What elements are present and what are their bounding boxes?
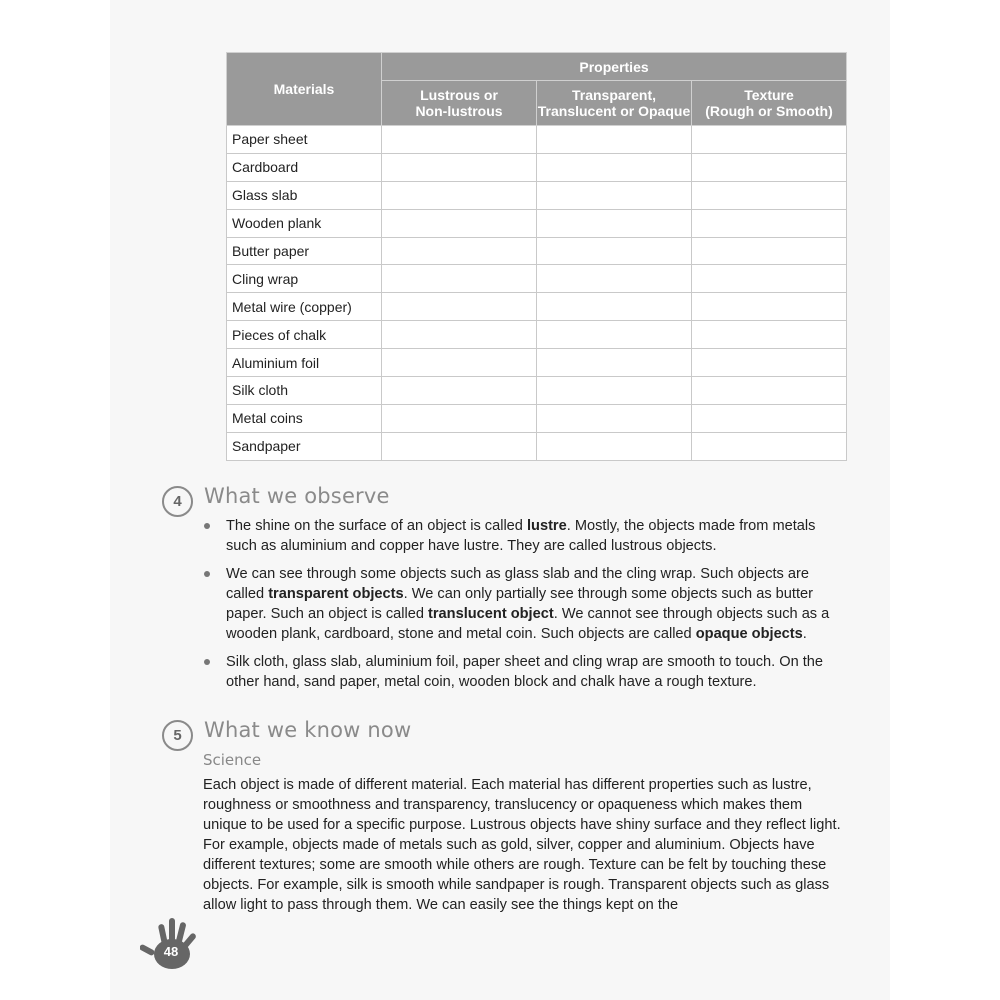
empty-answer-cell <box>537 265 692 293</box>
table-row <box>227 209 847 237</box>
empty-answer-cell <box>382 432 537 460</box>
bullet-icon <box>204 571 210 577</box>
empty-answer-cell <box>692 432 847 460</box>
material-cell: Metal wire (copper) <box>227 293 382 321</box>
table-row <box>227 377 847 405</box>
empty-answer-cell <box>382 209 537 237</box>
empty-answer-cell <box>692 321 847 349</box>
empty-answer-cell <box>382 181 537 209</box>
empty-answer-cell <box>382 404 537 432</box>
table-row <box>227 153 847 181</box>
hand-print-icon <box>140 912 210 972</box>
key-term: translucent object <box>428 606 554 622</box>
empty-answer-cell <box>382 293 537 321</box>
key-term: lustre <box>526 518 567 534</box>
text-run: . We can only partially see through some objects such as butter paper. Such an object is called <box>226 586 814 622</box>
material-cell: Sandpaper <box>227 432 382 460</box>
material-cell: Wooden plank <box>227 209 382 237</box>
empty-answer-cell <box>692 265 847 293</box>
observation-list <box>203 516 848 700</box>
table-row <box>227 321 847 349</box>
empty-answer-cell <box>382 265 537 293</box>
key-term: transparent objects <box>268 586 404 602</box>
science-subheading: Science <box>203 751 262 769</box>
lustrous-column-header: Lustrous or Non-lustrous <box>382 81 537 126</box>
empty-answer-cell <box>382 126 537 154</box>
observe-title: What we observe <box>204 484 390 508</box>
empty-answer-cell <box>537 126 692 154</box>
text-run: We can see through some objects such as glass slab and the cling wrap. Such objects are called <box>226 566 809 602</box>
table-row <box>227 181 847 209</box>
table-row <box>227 265 847 293</box>
list-item <box>203 564 848 644</box>
properties-header: Properties <box>382 53 847 81</box>
empty-answer-cell <box>382 349 537 377</box>
empty-answer-cell <box>692 293 847 321</box>
empty-answer-cell <box>692 126 847 154</box>
empty-answer-cell <box>537 181 692 209</box>
empty-answer-cell <box>537 293 692 321</box>
empty-answer-cell <box>537 404 692 432</box>
table-row <box>227 293 847 321</box>
material-cell: Glass slab <box>227 181 382 209</box>
empty-answer-cell <box>537 153 692 181</box>
empty-answer-cell <box>537 209 692 237</box>
key-term: opaque objects <box>695 626 803 642</box>
table-row <box>227 349 847 377</box>
material-cell: Silk cloth <box>227 377 382 405</box>
material-cell: Pieces of chalk <box>227 321 382 349</box>
table-row <box>227 404 847 432</box>
materials-properties-table <box>226 52 847 461</box>
texture-column-header: Texture (Rough or Smooth) <box>692 81 847 126</box>
empty-answer-cell <box>692 349 847 377</box>
text-run: . <box>802 626 807 642</box>
empty-answer-cell <box>537 377 692 405</box>
list-item <box>203 652 848 692</box>
bullet-icon <box>204 659 210 665</box>
material-cell: Aluminium foil <box>227 349 382 377</box>
know-title: What we know now <box>204 718 412 742</box>
material-cell: Butter paper <box>227 237 382 265</box>
empty-answer-cell <box>382 321 537 349</box>
empty-answer-cell <box>537 237 692 265</box>
science-paragraph: Each object is made of different material. Each material has different properties such as lustre, roughness or smoothness and transparency, translucency or opaqueness which makes them unique to be used for a specific purpose. Lustrous objects have shiny surface and they reflect light. For example, objects made of metals such as gold, silver, copper and aluminium. Objects have different textures; some are smooth while others are rough. Texture can be felt by touching these objects. For example, silk is smooth while sandpaper is rough. Transparent objects such as glass allow light to pass through them. We can easily see the things kept on the <box>203 777 841 913</box>
empty-answer-cell <box>692 181 847 209</box>
text-run: . Mostly, the objects made from metals such as aluminium and copper have lustre. They are called lustrous objects. <box>226 518 816 554</box>
text-run: . We cannot see through objects such as a wooden plank, cardboard, stone and metal coin. Such objects are called <box>226 606 830 642</box>
materials-header: Materials <box>227 53 382 126</box>
text-run: Silk cloth, glass slab, aluminium foil, paper sheet and cling wrap are smooth to touch. On the other hand, sand paper, metal coin, wooden block and chalk have a rough texture. <box>226 654 824 690</box>
empty-answer-cell <box>692 404 847 432</box>
list-item <box>203 516 848 556</box>
table-row <box>227 126 847 154</box>
empty-answer-cell <box>382 377 537 405</box>
empty-answer-cell <box>537 321 692 349</box>
empty-answer-cell <box>537 349 692 377</box>
empty-answer-cell <box>382 237 537 265</box>
material-cell: Paper sheet <box>227 126 382 154</box>
text-run: The shine on the surface of an object is called <box>226 518 527 534</box>
section-number-badge: 5 <box>162 720 193 751</box>
bullet-icon <box>204 523 210 529</box>
table-row <box>227 432 847 460</box>
table-row <box>227 237 847 265</box>
empty-answer-cell <box>692 237 847 265</box>
empty-answer-cell <box>537 432 692 460</box>
empty-answer-cell <box>692 377 847 405</box>
empty-answer-cell <box>692 209 847 237</box>
transparency-column-header: Transparent, Translucent or Opaque <box>537 81 692 126</box>
section-number-badge: 4 <box>162 486 193 517</box>
page-number: 48 <box>163 944 179 959</box>
material-cell: Cling wrap <box>227 265 382 293</box>
material-cell: Metal coins <box>227 404 382 432</box>
empty-answer-cell <box>692 153 847 181</box>
empty-answer-cell <box>382 153 537 181</box>
material-cell: Cardboard <box>227 153 382 181</box>
